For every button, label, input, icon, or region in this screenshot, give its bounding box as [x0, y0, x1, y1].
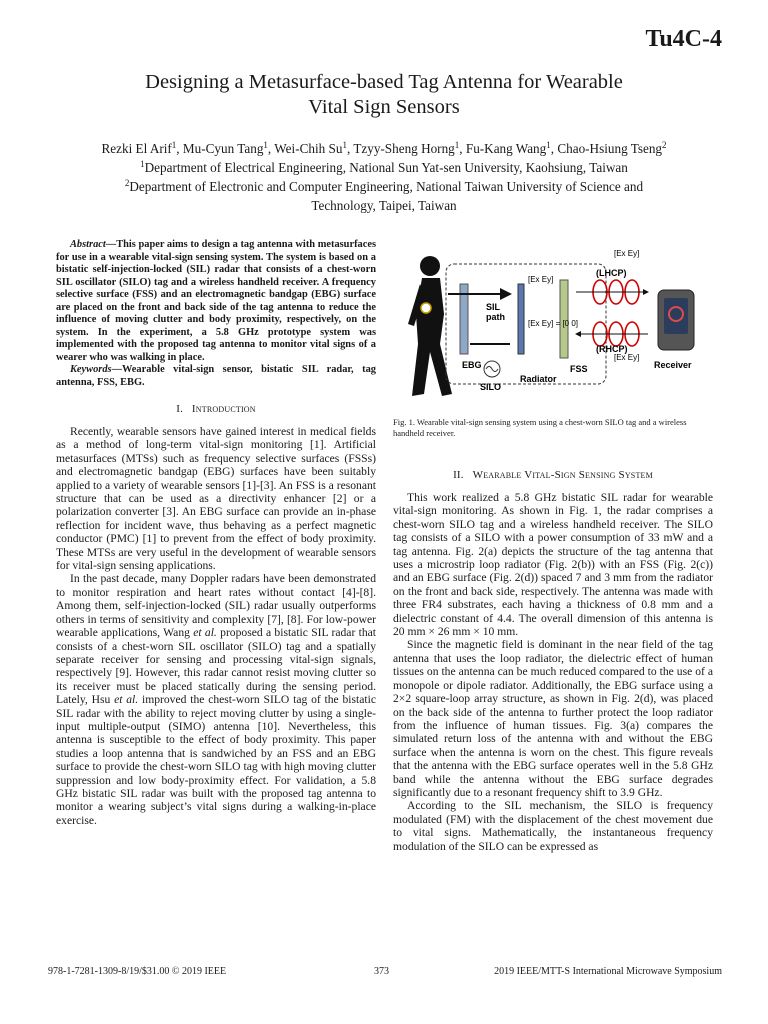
- italic-run: et al.: [114, 693, 139, 707]
- intro-paragraph-2: [56, 572, 376, 827]
- rhcp-wave: [576, 322, 648, 346]
- sil-label-1: SIL: [486, 302, 501, 312]
- receiver-label: Receiver: [654, 360, 692, 370]
- walking-person-figure: [408, 256, 452, 396]
- title-line-2: Vital Sign Sensors: [308, 96, 460, 118]
- system-paragraph-3: According to the SIL mechanism, the SILO is frequency modulated (FM) with the displacement of the chest movement due to vital signs. Mathematically, the instantaneous frequency modulation of the SILO can be expressed as: [393, 799, 713, 853]
- lhcp-wave: [576, 280, 648, 304]
- section-1-heading: [56, 403, 376, 415]
- keywords-text: —Wearable vital-sign sensor, bistatic SIL radar, tag antenna, FSS, EBG.: [56, 364, 376, 388]
- section-title: Wearable Vital-Sign Sensing System: [472, 469, 653, 481]
- rhcp-vector-glyph: [Ex Ey]: [614, 353, 640, 362]
- ebg-label: EBG: [462, 360, 482, 370]
- abstract-text: —This paper aims to design a tag antenna with metasurfaces for use in a wearable vital-sign sensing system. The system is based on a bistatic self-injection-locked (SIL) radar that consists of a chest-worn SIL oscillator (SILO) tag and a wireless handheld receiver. A frequency selective surface (FSS) and an electromagnetic bandgap (EBG) surface are placed on the front and back side of the tag antenna to reduce the influence of moving clutter and body proximity, respectively, on the system. In the experiment, a 5.8 GHz prototype system was implemented with the proposed tag antenna to monitor vital signs of a wearer who was walking in place.: [56, 239, 376, 363]
- text-run: improved the chest-worn SILO tag of the bistatic SIL radar with the ability to reject moving clutter by using a single-input multiple-output (SIMO) antenna [10]. Nevertheless, this antenna is susceptible to the effect of body proximity. This paper studies a loop antenna that is sandwiched by an FSS and an EBG surface to provide the chest-worn SILO tag with high moving clutter suppression and low body-proximity effect. For validation, a 5.8 GHz bistatic SIL radar was built with the proposed tag antenna to monitor a wearing subject’s vital signs during a walking-in-place exercise.: [56, 693, 376, 827]
- affiliation-1: [40, 158, 728, 177]
- text-run: proposed a bistatic SIL radar that consists of a chest-worn SIL oscillator (SILO) tag and a spatially separate receiver for sensing and processing vital-sign signals, respectively [9]. However, this radar cannot resist moving clutter so its receiver must be placed statically during the sensing period. Lately, Hsu: [56, 626, 376, 707]
- affiliation-mark: 1: [140, 159, 145, 169]
- lhcp-vector-glyph: [Ex Ey]: [614, 249, 640, 258]
- system-paragraph-2: Since the magnetic field is dominant in the near field of the tag antenna that uses the loop radiator, the dielectric effect of human tissues on the antenna can be much reduced compared to the use of a monopole or dipole radiator. Additionally, the EBG surface using a 2×2 square-loop array structure, as shown in Fig. 2(d), was placed on the back side of the antenna to further protect the loop radiator from the influence of human tissues. Fig. 3(a) compares the simulated return loss of the antenna with and without the EBG surface when the antenna is worn on the chest. This figure reveals that the antenna with the EBG surface operates well in the 5.8 GHz band while the antenna without the EBG surface degrades significantly due to a resonant frequency shift to 3.9 GHz.: [393, 638, 713, 799]
- affiliation-2-cont: Technology, Taipei, Taiwan: [311, 198, 457, 213]
- footer-conference: 2019 IEEE/MTT-S International Microwave Symposium: [494, 966, 722, 977]
- italic-run: et al.: [193, 626, 217, 640]
- author-name: Fu-Kang Wang: [465, 141, 547, 156]
- author-affiliation-mark: 1: [546, 140, 551, 150]
- lhcp-label: (LHCP): [596, 268, 627, 278]
- right-column: [393, 417, 713, 853]
- figure-1-caption: Fig. 1. Wearable vital-sign sensing system using a chest-worn SILO tag and a wireless handheld receiver.: [393, 417, 687, 438]
- receiver-screen: [664, 298, 688, 334]
- affiliation-text: Department of Electronic and Computer Engineering, National Taiwan University of Science and: [129, 179, 644, 194]
- figure-1-diagram: [400, 244, 710, 404]
- author-affiliation-mark: 1: [454, 140, 460, 150]
- author-list: Rezki El Arif$^1$, Mu-Cyun Tang$^1$, Wei-Chih Su$^1$, Tzyy-Sheng Horng$^1$, Fu-Kang Wang$^1$, Chao-Hsiung Tseng$^2$: [101, 140, 667, 156]
- silo-label: SILO: [480, 382, 502, 392]
- affiliation-mark: 2: [124, 178, 130, 188]
- paper-title: [60, 70, 708, 120]
- chest-tag-icon: [421, 303, 431, 313]
- page-id: Tu4C-4: [645, 26, 722, 52]
- author-block: [40, 139, 728, 215]
- section-2-heading: [393, 469, 713, 481]
- rhcp-label: (RHCP): [596, 344, 628, 354]
- affiliation-2: [40, 177, 728, 196]
- author-affiliation-mark: 1: [263, 140, 268, 150]
- sil-label-2: path: [486, 312, 505, 322]
- page-number: 373: [374, 966, 389, 977]
- affiliation-text: Department of Electrical Engineering, National Sun Yat-sen University, Kaohsiung, Taiwan: [144, 160, 628, 175]
- section-number: I.: [176, 403, 184, 415]
- author-name: Mu-Cyun Tang: [182, 141, 264, 156]
- author-affiliation-mark: 1: [171, 140, 177, 150]
- author-name: Tzyy-Sheng Horng: [353, 141, 455, 156]
- author-affiliation-mark: 1: [342, 140, 347, 150]
- intro-paragraph-1: Recently, wearable sensors have gained interest in medical fields as a method of long-term vital-sign monitoring [1]. Artificial metasurfaces (MTSs) such as frequency selective surfaces (FSSs) and electromagnetic bandgap (EBG) surfaces have been suitably applied to a variety of wearable sensors [1]-[3]. An FSS is a resonant structure that can be used as a directivity enhancer [2] or a polarization converter [3]. An EBG surface can provide an in-phase reflection for incident wave, thus behaving as a perfect magnetic conductor (PMC) [1] to prevent from the effect of body proximity. These MTSs are very useful in the development of wearable sensors for vital-sign sensing applications.: [56, 425, 376, 573]
- left-column: [56, 239, 376, 827]
- footer-isbn: 978-1-7281-1309-8/19/$31.00 © 2019 IEEE: [48, 966, 227, 977]
- author-affiliation-mark: 2: [662, 140, 667, 150]
- fss-label: FSS: [570, 364, 588, 374]
- title-line-1: Designing a Metasurface-based Tag Antenna for Wearable: [145, 71, 623, 93]
- abstract-label: Abstract: [70, 239, 106, 250]
- author-name: Chao-Hsiung Tseng: [557, 141, 663, 156]
- author-name: Rezki El Arif: [101, 141, 172, 156]
- keywords-label: Keywords: [70, 364, 112, 375]
- text-run: In the past decade, many Doppler radars have been demonstrated to monitor respiration and heart rates without contact [4]-[8]. Among them, self-injection-locked (SIL) radar usually outperforms others in terms of sensitivity and complexity [7], [8]. For low-power wearable applications, Wang: [56, 572, 376, 640]
- ex-vector-glyph: [Ex Ey]: [528, 275, 554, 284]
- keywords: [56, 364, 376, 389]
- author-name: Wei-Chih Su: [274, 141, 343, 156]
- abstract: [56, 239, 376, 364]
- section-number: II.: [453, 469, 464, 481]
- radiator-label: Radiator: [520, 374, 557, 384]
- system-paragraph-1: This work realized a 5.8 GHz bistatic SIL radar for wearable vital-sign monitoring. As shown in Fig. 1, the radar comprises a chest-worn SILO tag and a wireless handheld receiver. The SILO tag consists of a SILO with a power consumption of 33 mW and a tag antenna. Fig. 2(a) depicts the structure of the tag antenna that uses a microstrip loop radiator (Fig. 2(b)) with an FSS (Fig. 2(c)) and an EBG surface (Fig. 2(d)) spaced 7 and 3 mm from the radiator on the front and back side, respectively. The antenna was made with three FR4 substrates, each having a thickness of 0.8 mm and a dielectric constant of 4.4. The overall dimension of this antenna is 20 mm × 26 mm × 10 mm.: [393, 491, 713, 639]
- section-title: Introduction: [191, 403, 256, 415]
- zero-vector-glyph: [Ex Ey] = [0 0]: [528, 319, 579, 328]
- radiator-plate: [518, 284, 524, 354]
